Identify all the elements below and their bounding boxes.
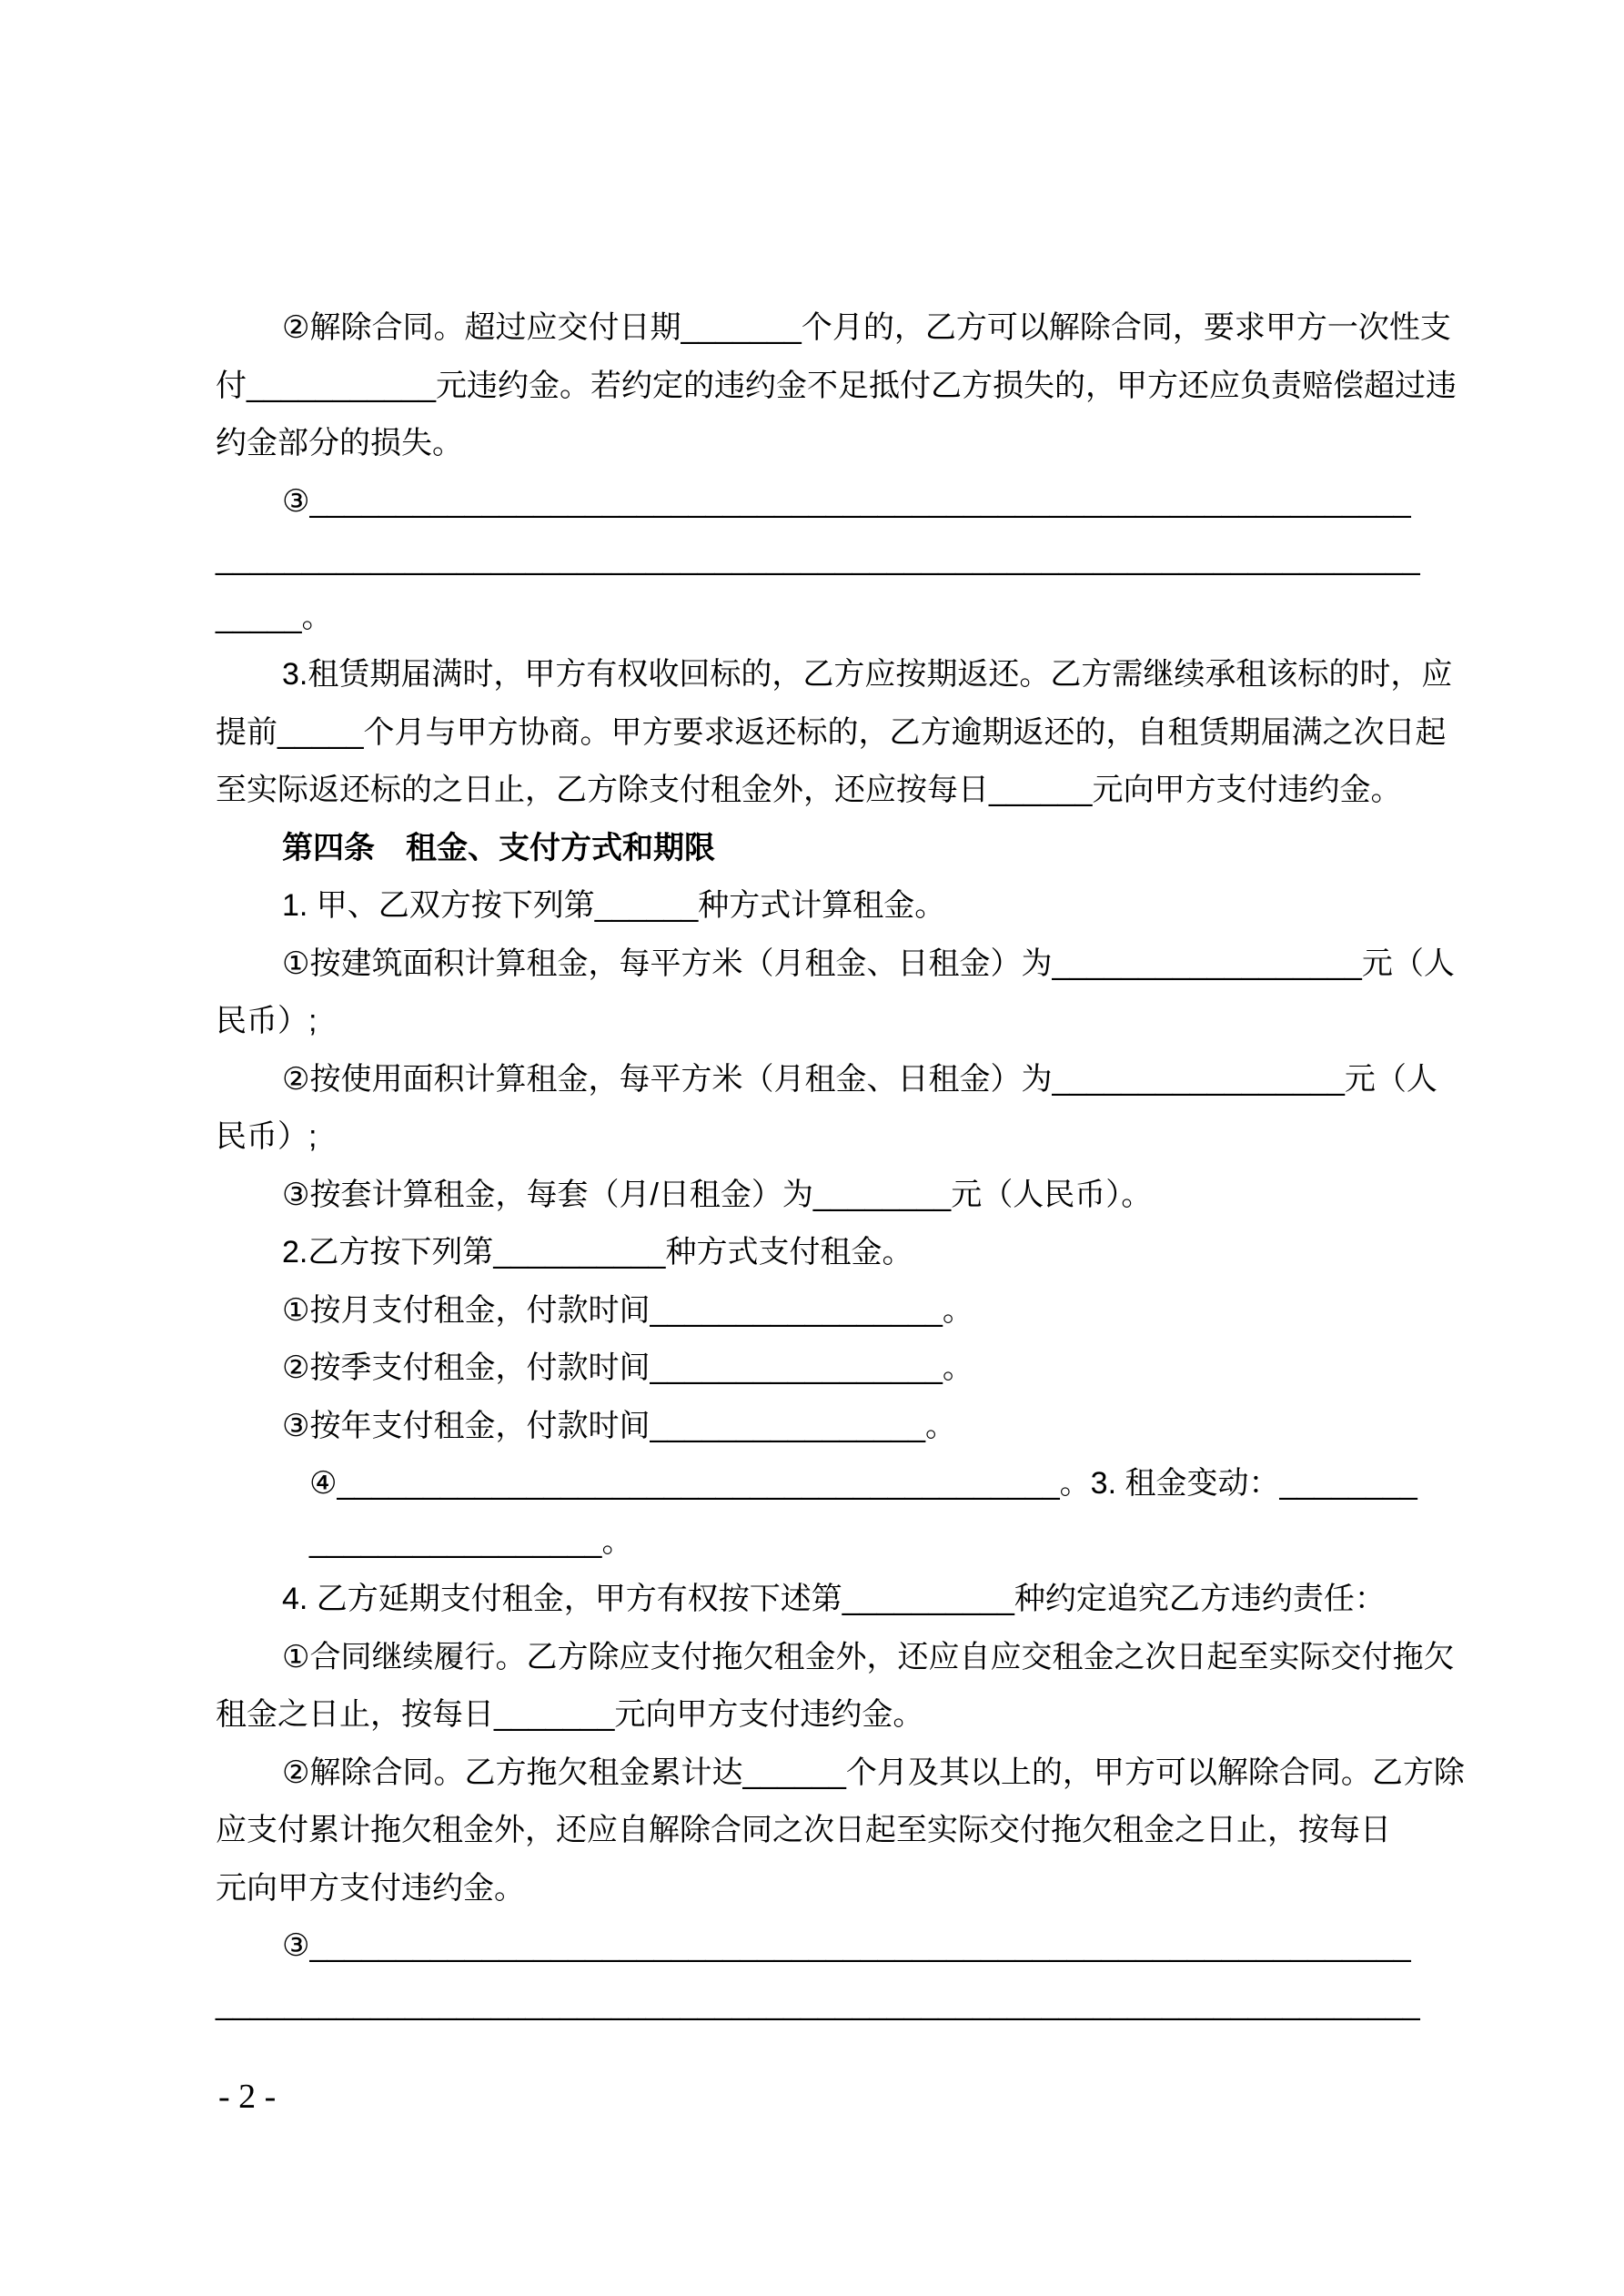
clause-line-pay-monthly: ①按月支付租金，付款时间_________________。 <box>282 1293 973 1328</box>
clause-line-daily-penalty: 至实际返还标的之日止，乙方除支付租金外，还应按每日______元向甲方支付违约金。 <box>216 773 1402 807</box>
section-heading-article4: 第四条 租金、支付方式和期限 <box>282 831 715 865</box>
blank-line-full-width-bottom: ______________________________________________________________________ <box>216 1987 1420 2021</box>
clause-line-pay-penalty-end: 元向甲方支付违约金。 <box>216 1871 525 1906</box>
clause-line-by-usable-area: ②按使用面积计算租金，每平方米（月租金、日租金）为_________________元（人 <box>282 1062 1437 1097</box>
clause-line-lease-expiry: 3.租赁期届满时，甲方有权收回标的，乙方应按期返还。乙方需继续承租该标的时，应 <box>282 657 1453 692</box>
page-number: - 2 - <box>218 2078 277 2116</box>
blank-line-full-width: ______________________________________________________________________ <box>216 541 1420 576</box>
clause-line-cancel-contract: ②解除合同。超过应交付日期_______个月的，乙方可以解除合同，要求甲方一次性支 <box>282 310 1451 345</box>
clause-line-payment-method: 2.乙方按下列第__________种方式支付租金。 <box>282 1235 913 1269</box>
clause-line-late-payment: 4. 乙方延期支付租金，甲方有权按下述第__________种约定追究乙方违约责任： <box>282 1582 1386 1616</box>
clause-line-penalty-amount: 付___________元违约金。若约定的违约金不足抵付乙方损失的，甲方还应负责赔偿超过违 <box>216 369 1457 403</box>
clause-line-loss-remainder: 约金部分的损失。 <box>216 426 463 460</box>
clause-line-item3-bottom-blank: ③________________________________________________________________ <box>282 1928 1411 1963</box>
clause-line-rmb-1: 民币）; <box>216 1004 318 1038</box>
clause-line-daily-late-penalty: 租金之日止，按每日_______元向甲方支付违约金。 <box>216 1697 924 1732</box>
clause-line-pay-yearly: ③按年支付租金，付款时间________________。 <box>282 1409 957 1443</box>
clause-line-item4-rent-change: ④__________________________________________。3. 租金变动：________ <box>309 1466 1417 1501</box>
clause-line-by-building-area: ①按建筑面积计算租金，每平方米（月租金、日租金）为__________________元（人 <box>282 946 1455 981</box>
clause-line-rent-change-cont: _________________。 <box>309 1524 633 1559</box>
clause-line-advance-months: 提前_____个月与甲方协商。甲方要求返还标的，乙方逾期返还的，自租赁期届满之次日起 <box>216 715 1447 750</box>
clause-line-rmb-2: 民币）; <box>216 1119 318 1154</box>
blank-line-end: _____。 <box>216 600 333 634</box>
clause-line-arrears-penalty: 应支付累计拖欠租金外，还应自解除合同之次日起至实际交付拖欠租金之日止，按每日 <box>216 1813 1391 1847</box>
clause-line-item3-blank: ③________________________________________________________________ <box>282 484 1411 519</box>
clause-line-pay-quarterly: ②按季支付租金，付款时间_________________。 <box>282 1350 973 1385</box>
clause-line-continue-contract: ①合同继续履行。乙方除应支付拖欠租金外，还应自应交租金之次日起至实际交付拖欠 <box>282 1640 1455 1674</box>
clause-line-rent-calc-method: 1. 甲、乙双方按下列第______种方式计算租金。 <box>282 888 946 923</box>
clause-line-arrears-cancel: ②解除合同。乙方拖欠租金累计达______个月及其以上的，甲方可以解除合同。乙方除 <box>282 1755 1465 1790</box>
clause-line-by-unit: ③按套计算租金，每套（月/日租金）为________元（人民币）。 <box>282 1178 1153 1212</box>
